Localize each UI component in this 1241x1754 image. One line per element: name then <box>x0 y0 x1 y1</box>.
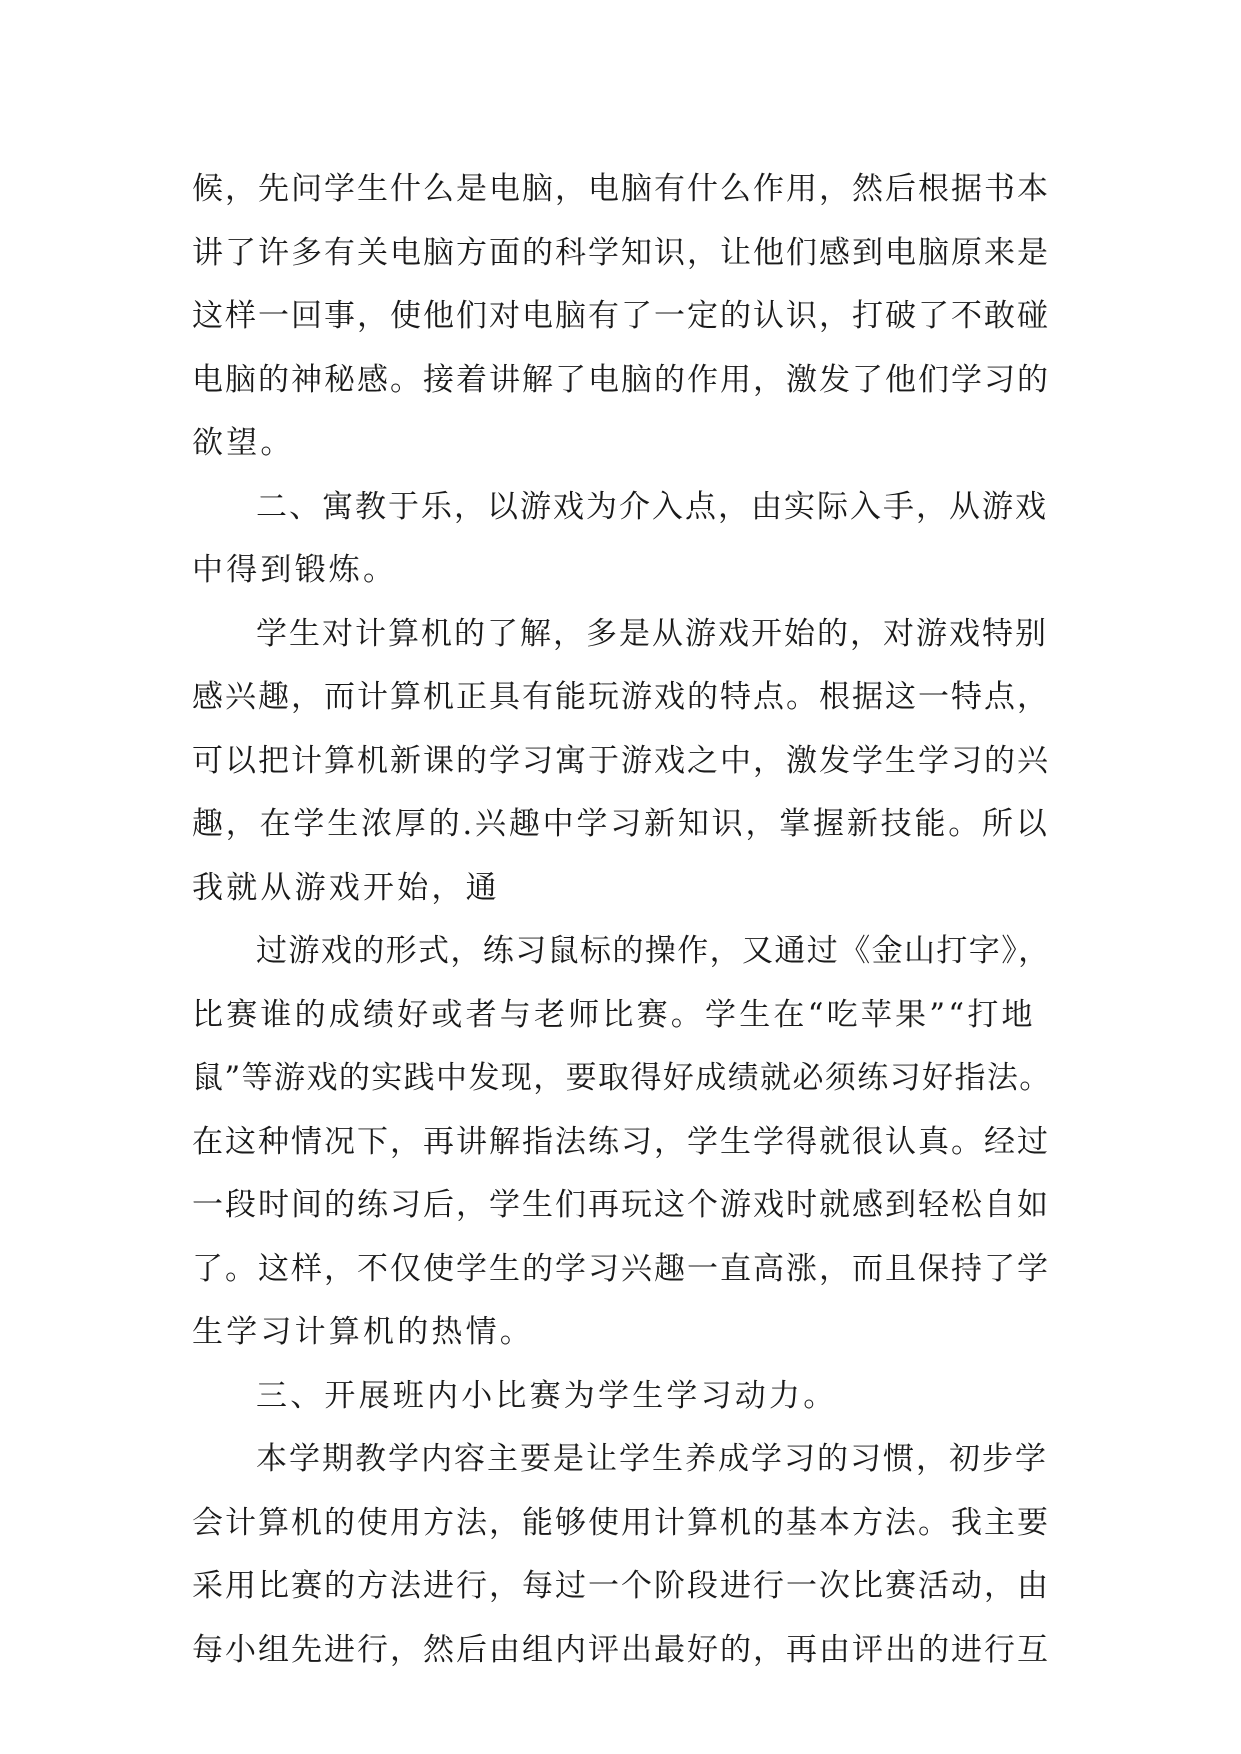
text-line: 我就从游戏开始，通 <box>192 869 500 906</box>
text-line: 过游戏的形式，练习鼠标的操作，又通过《金山打字》， <box>256 933 1051 969</box>
text-line: 比赛谁的成绩好或者与老师比赛。学生在“吃苹果”“打地 <box>192 996 1036 1033</box>
text-line: 生学习计算机的热情。 <box>192 1314 534 1350</box>
text-line: 鼠”等游戏的实践中发现，要取得好成绩就必须练习好指法。 <box>192 1060 1052 1096</box>
document-body <box>192 158 1052 1682</box>
text-line: 学生对计算机的了解，多是从游戏开始的，对游戏特别 <box>256 615 1048 652</box>
text-line: 了。这样，不仅使学生的学习兴趣一直高涨，而且保持了学 <box>192 1250 1050 1287</box>
text-line: 本学期教学内容主要是让学生养成学习的习惯，初步学 <box>256 1441 1048 1477</box>
text-line: 一段时间的练习后，学生们再玩这个游戏时就感到轻松自如 <box>192 1187 1050 1223</box>
text-line: 电脑的神秘感。接着讲解了电脑的作用，激发了他们学习的 <box>192 361 1050 398</box>
text-line: 会计算机的使用方法，能够使用计算机的基本方法。我主要 <box>192 1504 1050 1541</box>
text-line: 趣，在学生浓厚的.兴趣中学习新知识，掌握新技能。所以 <box>192 806 1050 842</box>
text-line: 采用比赛的方法进行，每过一个阶段进行一次比赛活动，由 <box>192 1568 1050 1604</box>
text-line: 可以把计算机新课的学习寓于游戏之中，激发学生学习的兴 <box>192 742 1050 779</box>
text-line: 在这种情况下，再讲解指法练习，学生学得就很认真。经过 <box>192 1123 1050 1160</box>
section-heading: 二、寓教于乐，以游戏为介入点，由实际入手，从游戏 <box>256 488 1048 525</box>
text-line: 候，先问学生什么是电脑，电脑有什么作用，然后根据书本 <box>192 171 1050 207</box>
text-line: 这样一回事，使他们对电脑有了一定的认识，打破了不敢碰 <box>192 298 1050 334</box>
text-line: 中得到锻炼。 <box>192 552 398 588</box>
text-line: 欲望。 <box>192 425 295 461</box>
section-heading: 三、开展班内小比赛为学生学习动力。 <box>256 1377 838 1414</box>
text-line: 讲了许多有关电脑方面的科学知识，让他们感到电脑原来是 <box>192 234 1050 271</box>
text-line: 感兴趣，而计算机正具有能玩游戏的特点。根据这一特点， <box>192 679 1050 715</box>
text-line: 每小组先进行，然后由组内评出最好的，再由评出的进行互 <box>192 1631 1050 1668</box>
